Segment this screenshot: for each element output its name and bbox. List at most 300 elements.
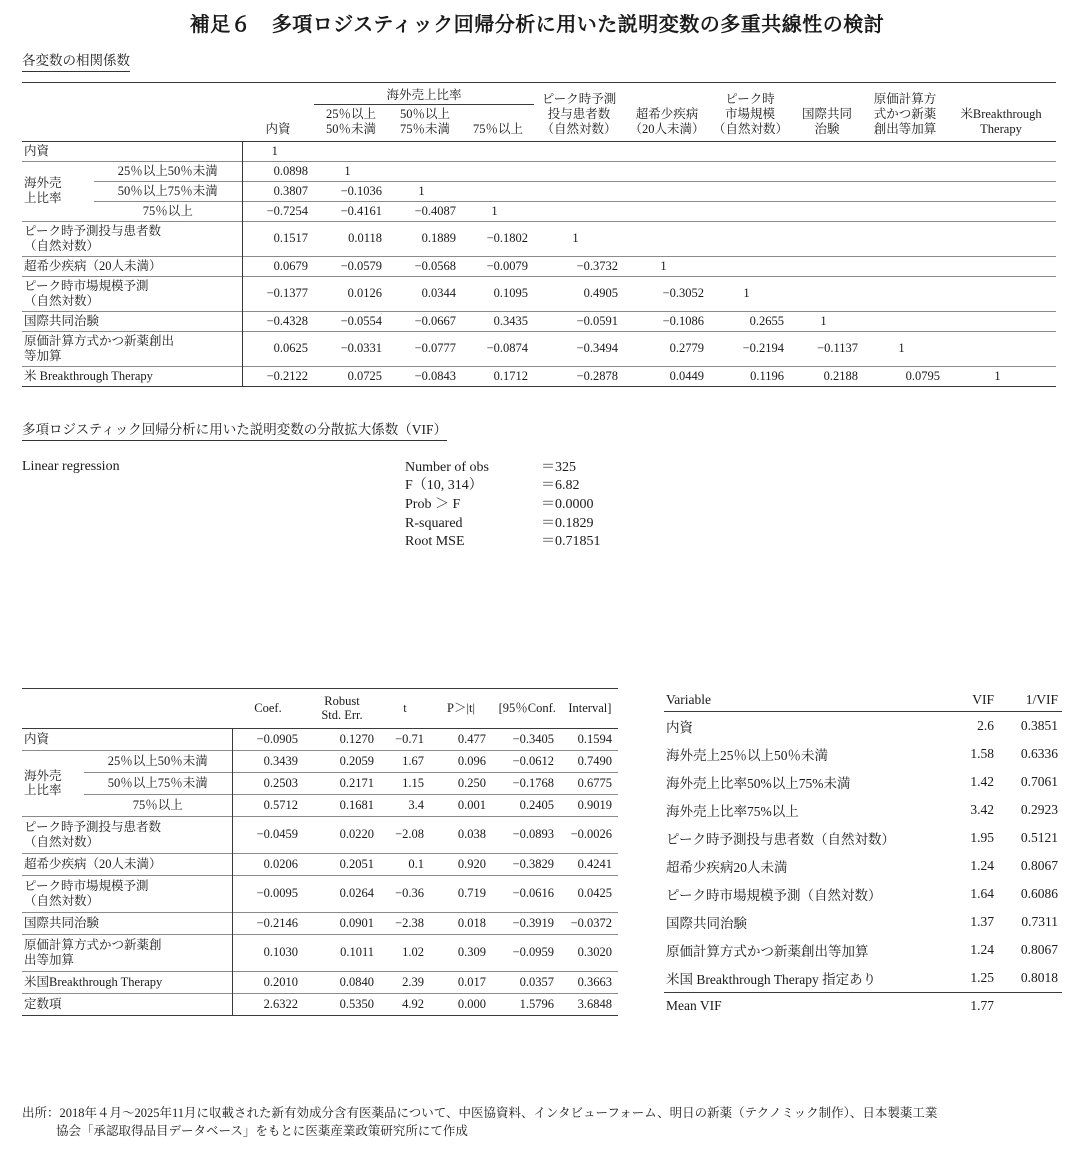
reg-header-robust-se: Robust Std. Err. [321, 694, 363, 723]
corr-header-blank [22, 83, 242, 105]
corr-cell: 1 [344, 163, 351, 178]
corr-cell [462, 141, 534, 161]
corr-cell [864, 141, 946, 161]
reg-cell: −0.2146 [256, 915, 298, 930]
corr-cell [790, 141, 864, 161]
vif-value: 1.24 [970, 858, 994, 873]
vif-value: 1.24 [970, 942, 994, 957]
reg-cell: −0.0893 [512, 827, 554, 842]
corr-cell: 1 [491, 203, 498, 218]
table-row [22, 934, 618, 971]
corr-cell [710, 221, 790, 256]
corr-cell: 0.0898 [273, 163, 308, 178]
vif-header-row [664, 688, 1062, 712]
lr-stat-value: ＝325 [541, 459, 576, 475]
corr-header-cost-calc: 原価計算方 式かつ新薬 創出等加算 [873, 92, 937, 136]
corr-cell [534, 141, 624, 161]
corr-cell: −0.0591 [576, 313, 618, 328]
corr-cell [462, 181, 534, 201]
table-row [22, 772, 618, 794]
corr-cell [946, 256, 1056, 276]
reg-cell: 0.5712 [263, 797, 298, 812]
corr-cell: 1 [572, 231, 579, 246]
source-note [22, 1104, 1056, 1140]
corr-cell [624, 141, 710, 161]
vif-value: 1.64 [970, 886, 994, 901]
lr-stat-key: Root MSE [405, 534, 465, 550]
reg-cell: 1.5796 [519, 996, 554, 1011]
reg-cell: −0.0905 [256, 731, 298, 746]
vif-variable: 内資 [666, 720, 693, 735]
reg-row-label: 国際共同治験 [22, 912, 232, 934]
table-row [22, 161, 1056, 181]
corr-row-label: 超希少疾病（20人未満） [22, 256, 242, 276]
inv-vif-value: 0.5121 [1020, 830, 1058, 845]
corr-cell: −0.0568 [414, 258, 456, 273]
corr-row-label: ピーク時市場規模予測 （自然対数） [22, 276, 242, 311]
table-row [22, 221, 1056, 256]
corr-row-sublabel: 25％以上50％未満 [94, 161, 242, 181]
table-row [22, 311, 1056, 331]
corr-cell: 1 [820, 313, 827, 328]
vif-variable: 国際共同治験 [666, 916, 747, 931]
corr-cell: 1 [743, 286, 750, 301]
corr-cell [710, 141, 790, 161]
table-row [22, 728, 618, 750]
corr-cell: 1 [418, 183, 425, 198]
corr-cell [946, 311, 1056, 331]
reg-cell: −0.0959 [512, 945, 554, 960]
inv-vif-value: 0.8018 [1020, 970, 1058, 985]
page-root [0, 12, 1074, 1158]
vif-header-inv-vif: 1/VIF [998, 688, 1062, 712]
table-row [22, 875, 618, 912]
correlation-body [22, 141, 1056, 386]
reg-cell: 0.1594 [577, 731, 612, 746]
reg-row-label: 内資 [22, 728, 232, 750]
vif-mean-value: 1.77 [940, 993, 998, 1019]
vif-variable: 海外売上25％以上50％未満 [666, 748, 828, 763]
lr-stat-row [405, 533, 601, 552]
corr-cell: −0.0079 [486, 258, 528, 273]
reg-cell: 1.02 [402, 945, 424, 960]
vif-variable: ピーク時市場規模予測（自然対数） [666, 888, 882, 903]
corr-cell [790, 221, 864, 256]
corr-cell [864, 181, 946, 201]
reg-cell: 0.001 [457, 797, 486, 812]
lr-stat-row [405, 477, 601, 496]
corr-cell: 1 [660, 258, 667, 273]
corr-cell [624, 221, 710, 256]
vif-value: 3.42 [970, 802, 994, 817]
vif-table-wrap [664, 688, 1062, 1018]
corr-row-label: 原価計算方式かつ新薬創出 等加算 [22, 331, 242, 366]
corr-cell: 0.0795 [905, 368, 940, 383]
reg-cell: 0.000 [457, 996, 486, 1011]
vif-body [664, 712, 1062, 993]
corr-cell: −0.7254 [266, 203, 308, 218]
corr-header-intl-trial: 国際共同 治験 [801, 107, 852, 136]
regression-header-row [22, 689, 618, 729]
reg-cell: 0.3663 [577, 974, 612, 989]
corr-cell [864, 276, 946, 311]
corr-cell: 1 [994, 368, 1001, 383]
corr-cell: 0.1095 [493, 286, 528, 301]
reg-cell: 0.0840 [339, 974, 374, 989]
reg-cell: −0.3919 [512, 915, 554, 930]
table-row [22, 750, 618, 772]
corr-row-label: ピーク時予測投与患者数 （自然対数） [22, 221, 242, 256]
corr-cell: 0.0725 [347, 368, 382, 383]
lr-stats-table [405, 459, 601, 552]
table-row [22, 181, 1056, 201]
table-row [664, 796, 1062, 824]
reg-cell: 3.4 [408, 797, 424, 812]
linear-regression-summary [0, 459, 1074, 555]
inv-vif-value: 0.6336 [1020, 746, 1058, 761]
correlation-table [22, 82, 1056, 387]
corr-cell: 0.3807 [273, 183, 308, 198]
corr-cell: −0.4328 [266, 313, 308, 328]
vif-header-vif: VIF [940, 688, 998, 712]
vif-variable: 超希少疾病20人未満 [666, 860, 788, 875]
corr-cell: −0.1036 [340, 183, 382, 198]
table-row [22, 971, 618, 993]
corr-cell [946, 161, 1056, 181]
corr-cell: 0.2655 [749, 313, 784, 328]
corr-header-overseas-75: 75％以上 [472, 121, 523, 136]
lr-stat-row [405, 515, 601, 534]
regression-body [22, 728, 618, 1015]
corr-cell: 0.2188 [823, 368, 858, 383]
vif-value: 1.95 [970, 830, 994, 845]
corr-header-overseas-group: 海外売上比率 [314, 83, 534, 105]
corr-cell [790, 161, 864, 181]
linear-regression-label: Linear regression [22, 458, 120, 474]
table-row [22, 331, 1056, 366]
lr-stat-value: ＝6.82 [541, 478, 580, 494]
corr-cell [388, 141, 462, 161]
reg-cell: 0.096 [457, 753, 486, 768]
corr-cell: 0.3435 [493, 313, 528, 328]
corr-cell [710, 161, 790, 181]
reg-cell: −0.0372 [570, 915, 612, 930]
correlation-header-row-group [22, 83, 1056, 105]
vif-variable: 原価計算方式かつ新薬創出等加算 [666, 944, 869, 959]
corr-cell: −0.4087 [414, 203, 456, 218]
corr-row-sublabel: 75％以上 [94, 201, 242, 221]
corr-cell: −0.3732 [576, 258, 618, 273]
corr-cell: −0.1086 [662, 313, 704, 328]
corr-cell: 0.0344 [421, 286, 456, 301]
reg-cell: −2.08 [395, 827, 424, 842]
corr-cell [864, 311, 946, 331]
reg-cell: 0.2171 [339, 775, 374, 790]
corr-header-peak-market: ピーク時 市場規模 （自然対数） [713, 92, 789, 136]
reg-cell: 0.2051 [339, 856, 374, 871]
corr-cell [710, 256, 790, 276]
lr-stat-row [405, 496, 601, 515]
table-row [22, 993, 618, 1015]
vif-variable: 海外売上比率75%以上 [666, 804, 799, 819]
table-row [664, 908, 1062, 936]
reg-cell: −0.1768 [512, 775, 554, 790]
reg-row-sublabel: 25％以上50％未満 [84, 750, 232, 772]
reg-cell: 3.6848 [577, 996, 612, 1011]
lr-stat-value: ＝0.71851 [541, 534, 601, 550]
corr-cell: 1 [271, 143, 278, 158]
reg-row-sublabel: 50％以上75％未満 [84, 772, 232, 794]
corr-cell [790, 276, 864, 311]
vif-variable: 米国 Breakthrough Therapy 指定あり [666, 972, 877, 987]
corr-header-blank2 [22, 105, 242, 142]
corr-cell [534, 161, 624, 181]
corr-header-breakthrough: 米Breakthrough Therapy [960, 107, 1042, 136]
reg-cell: 0.2059 [339, 753, 374, 768]
reg-row-label: 超希少疾病（20人未満） [22, 853, 232, 875]
inv-vif-value: 0.8067 [1020, 858, 1058, 873]
table-row [664, 880, 1062, 908]
corr-cell: −0.1377 [266, 286, 308, 301]
corr-cell: −0.0843 [414, 368, 456, 383]
corr-header-naishi: 内資 [265, 121, 291, 136]
corr-cell: −0.0554 [340, 313, 382, 328]
reg-cell: 0.4241 [577, 856, 612, 871]
reg-cell: 0.7490 [577, 753, 612, 768]
corr-cell [864, 221, 946, 256]
reg-cell: 0.0357 [519, 974, 554, 989]
corr-cell [946, 141, 1056, 161]
reg-cell: −0.36 [395, 886, 424, 901]
table-row [664, 768, 1062, 796]
reg-cell: 0.0425 [577, 886, 612, 901]
inv-vif-value: 0.8067 [1020, 942, 1058, 957]
vif-mean-blank [998, 993, 1062, 1019]
reg-cell: 0.0206 [263, 856, 298, 871]
corr-cell [710, 181, 790, 201]
corr-cell: 0.1517 [273, 231, 308, 246]
reg-cell: 0.0220 [339, 827, 374, 842]
corr-cell: 0.0118 [348, 231, 382, 246]
vif-variable: 海外売上比率50%以上75%未満 [666, 776, 851, 791]
lr-stat-key: Prob ＞ F [405, 497, 461, 513]
reg-header-t: t [403, 701, 407, 716]
reg-cell: 0.1681 [339, 797, 374, 812]
corr-cell: 1 [898, 341, 905, 356]
corr-cell: −0.0579 [340, 258, 382, 273]
reg-row-label: ピーク時市場規模予測 （自然対数） [22, 875, 232, 912]
lr-stat-key: F（10, 314） [405, 478, 483, 494]
regression-table-wrap [22, 688, 618, 1016]
corr-cell: 0.0679 [273, 258, 308, 273]
table-row [664, 852, 1062, 880]
reg-cell: 0.017 [457, 974, 486, 989]
reg-cell: 0.309 [457, 945, 486, 960]
corr-cell [624, 161, 710, 181]
reg-row-sublabel: 75％以上 [84, 794, 232, 816]
corr-cell [710, 201, 790, 221]
reg-cell: 0.9019 [577, 797, 612, 812]
inv-vif-value: 0.7311 [1021, 914, 1058, 929]
reg-cell: 2.39 [402, 974, 424, 989]
table-row [22, 853, 618, 875]
corr-cell: 0.0625 [273, 341, 308, 356]
vif-section-heading-wrap [0, 421, 1074, 441]
corr-row-label: 米 Breakthrough Therapy [22, 366, 242, 386]
corr-cell: −0.2878 [576, 368, 618, 383]
table-row [22, 201, 1056, 221]
corr-cell [624, 201, 710, 221]
corr-cell [864, 161, 946, 181]
reg-cell: 0.018 [457, 915, 486, 930]
corr-cell: −0.3494 [576, 341, 618, 356]
corr-cell: −0.1802 [486, 231, 528, 246]
reg-row-label: 米国Breakthrough Therapy [22, 971, 232, 993]
reg-cell: −0.0026 [570, 827, 612, 842]
reg-cell: 1.67 [402, 753, 424, 768]
table-row [664, 824, 1062, 852]
reg-cell: 0.3439 [263, 753, 298, 768]
corr-header-overseas-25: 25％以上 50％未満 [325, 107, 376, 136]
lr-stat-value: ＝0.1829 [541, 515, 594, 531]
corr-cell: 0.0126 [347, 286, 382, 301]
reg-cell: 0.2010 [263, 974, 298, 989]
vif-value: 2.6 [977, 718, 994, 733]
reg-row-group-label: 海外売 上比率 [24, 768, 62, 798]
corr-cell: −0.1137 [817, 341, 858, 356]
regression-table [22, 688, 618, 1016]
corr-cell: −0.0777 [414, 341, 456, 356]
corr-cell [790, 201, 864, 221]
reg-cell: 4.92 [402, 996, 424, 1011]
reg-cell: −2.38 [395, 915, 424, 930]
reg-header-p: P＞|t| [447, 701, 475, 716]
table-row [22, 912, 618, 934]
page-title: 補足６ 多項ロジスティック回帰分析に用いた説明変数の多重共線性の検討 [189, 14, 885, 36]
vif-value: 1.58 [970, 746, 994, 761]
inv-vif-value: 0.7061 [1020, 774, 1058, 789]
vif-header-variable: Variable [664, 688, 940, 712]
table-row [664, 964, 1062, 993]
corr-row-group-label: 海外売 上比率 [24, 176, 62, 206]
inv-vif-value: 0.3851 [1020, 718, 1058, 733]
reg-cell: 0.6775 [577, 775, 612, 790]
lr-stat-key: R-squared [405, 515, 463, 531]
corr-cell [864, 201, 946, 221]
reg-cell: −0.0459 [256, 827, 298, 842]
reg-cell: 0.2405 [519, 797, 554, 812]
table-row [22, 816, 618, 853]
corr-cell: 0.1889 [421, 231, 456, 246]
corr-row-sublabel: 50％以上75％未満 [94, 181, 242, 201]
corr-cell: −0.0667 [414, 313, 456, 328]
reg-cell: −0.0612 [512, 753, 554, 768]
corr-header-ultra-rare: 超希少疾病 （20人未満） [629, 107, 705, 136]
corr-cell: 0.1196 [750, 368, 784, 383]
reg-cell: 0.5350 [339, 996, 374, 1011]
reg-cell: 0.477 [457, 731, 486, 746]
reg-row-label: ピーク時予測投与患者数 （自然対数） [22, 816, 232, 853]
corr-cell [534, 201, 624, 221]
corr-row-label: 国際共同治験 [22, 311, 242, 331]
corr-cell: 0.0449 [669, 368, 704, 383]
reg-cell: −0.71 [395, 731, 424, 746]
inv-vif-value: 0.6086 [1020, 886, 1058, 901]
table-row [22, 276, 1056, 311]
reg-cell: 0.719 [457, 886, 486, 901]
reg-header-ci: [95％Conf. Interval] [498, 701, 612, 716]
correlation-section-heading: 各変数の相関係数 [22, 53, 130, 72]
corr-cell [790, 256, 864, 276]
corr-cell: −0.2194 [742, 341, 784, 356]
corr-cell [790, 181, 864, 201]
reg-cell: 0.3020 [577, 945, 612, 960]
table-row [664, 936, 1062, 964]
reg-cell: 0.2503 [263, 775, 298, 790]
corr-cell: −0.2122 [266, 368, 308, 383]
corr-cell [624, 181, 710, 201]
reg-cell: 0.0264 [339, 886, 374, 901]
source-line-2: 協会「承認取得品目データベース」をもとに医薬産業政策研究所にて作成 [56, 1124, 468, 1139]
corr-cell [314, 141, 388, 161]
table-row [22, 366, 1056, 386]
reg-cell: −0.0095 [256, 886, 298, 901]
reg-cell: 0.0901 [339, 915, 374, 930]
corr-cell [946, 331, 1056, 366]
vif-mean-row [664, 993, 1062, 1019]
reg-cell: −0.0616 [512, 886, 554, 901]
corr-row-label: 内資 [22, 141, 242, 161]
corr-cell: 0.4905 [583, 286, 618, 301]
corr-cell [946, 276, 1056, 311]
corr-cell: −0.0874 [486, 341, 528, 356]
vif-table [664, 688, 1062, 1018]
correlation-section-heading-wrap [0, 52, 1074, 72]
corr-cell [388, 161, 462, 181]
table-row [22, 141, 1056, 161]
reg-cell: 0.038 [457, 827, 486, 842]
reg-cell: 0.250 [457, 775, 486, 790]
corr-cell [534, 181, 624, 201]
vif-value: 1.42 [970, 774, 994, 789]
vif-mean-label: Mean VIF [664, 993, 940, 1019]
vif-value: 1.37 [970, 914, 994, 929]
corr-cell [946, 201, 1056, 221]
corr-cell: 0.1712 [493, 368, 528, 383]
reg-row-label: 原価計算方式かつ新薬創 出等加算 [22, 934, 232, 971]
reg-cell: 0.1011 [340, 945, 374, 960]
corr-cell [864, 256, 946, 276]
reg-cell: 0.920 [457, 856, 486, 871]
reg-cell: 0.1270 [339, 731, 374, 746]
corr-cell: −0.4161 [340, 203, 382, 218]
vif-value: 1.25 [970, 970, 994, 985]
corr-header-overseas-50: 50％以上 75％未満 [399, 107, 450, 136]
reg-header-blank [22, 689, 232, 729]
reg-cell: −0.3405 [512, 731, 554, 746]
reg-cell: 1.15 [402, 775, 424, 790]
corr-cell: −0.3052 [662, 286, 704, 301]
table-row [22, 794, 618, 816]
table-row [664, 740, 1062, 768]
table-row [664, 712, 1062, 741]
corr-cell [946, 181, 1056, 201]
corr-cell [946, 221, 1056, 256]
correlation-table-wrap [0, 82, 1074, 387]
reg-cell: 2.6322 [263, 996, 298, 1011]
reg-cell: −0.3829 [512, 856, 554, 871]
linear-regression-stats [405, 459, 601, 552]
